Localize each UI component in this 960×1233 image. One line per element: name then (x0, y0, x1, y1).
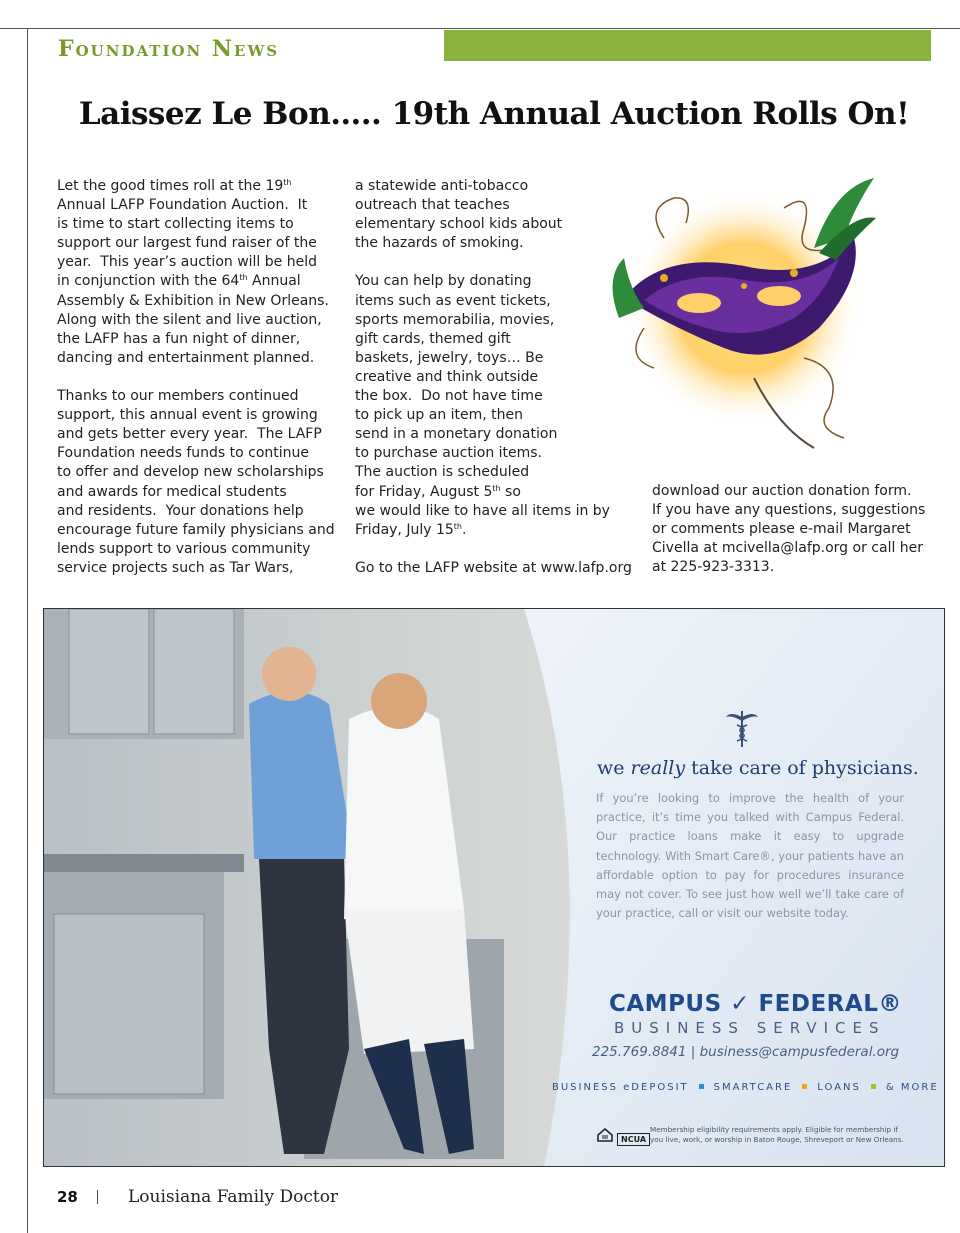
ad-services-list (552, 1082, 939, 1093)
article-line (57, 406, 335, 425)
ordinal-suffix: th (453, 521, 462, 531)
ordinal-suffix: th (283, 178, 292, 187)
article-line (355, 368, 632, 387)
line-text: service projects such as Tar Wars, (57, 559, 294, 576)
line-text: creative and think outside (355, 368, 539, 385)
line-text: Let the good times roll at the 19 (57, 178, 284, 194)
line-text: the LAFP has a fun night of dinner, (57, 330, 301, 347)
line-text: year. This year’s auction will be held (57, 254, 317, 271)
ad-body-text: If you’re looking to improve the health of your practice, it’s time you talked with Campus Federal. Our practice loans make it easy to upgrade technology. With Smart Care®, your patients have an affordable option to pay for procedures insurance may not cover. To see just how well we’ll take care of your practice, call or visit our website today. (596, 791, 904, 921)
line-text: we would like to have all items in by (355, 502, 610, 519)
article-line (57, 559, 335, 578)
line-text: is time to start collecting items to (57, 216, 294, 233)
line-text (355, 254, 359, 270)
service-smartcare: SMARTCARE (713, 1082, 793, 1093)
article-line (652, 501, 925, 520)
line-text: Assembly & Exhibition in New Orleans. (57, 292, 329, 309)
article-line (57, 368, 335, 387)
article-line (355, 406, 632, 425)
service-loans: LOANS (817, 1082, 861, 1093)
line-text: Foundation needs funds to continue (57, 445, 310, 462)
campus-federal-logo: CAMPUS ✓ FEDERAL® (609, 991, 902, 1017)
article-line (355, 272, 632, 291)
line-text: encourage future family physicians and (57, 521, 335, 538)
line-text: support our largest fund raiser of the (57, 235, 317, 252)
article-headline: Laissez Le Bon….. 19th Annual Auction Rolls On! (78, 96, 910, 132)
article-line (57, 463, 335, 482)
line-text: a statewide anti-tobacco (355, 178, 529, 194)
ad-tagline: we really take care of physicians. (597, 757, 919, 779)
article-line (57, 425, 335, 444)
article-line (355, 349, 632, 368)
line-text: sports memorabilia, movies, (355, 311, 555, 328)
line-text-tail: Annual (247, 273, 301, 290)
ad-contact-line[interactable]: 225.769.8841 | business@campusfederal.org (592, 1044, 900, 1060)
article-line (355, 253, 632, 272)
ordinal-suffix: th (492, 483, 501, 493)
article-line (355, 425, 632, 444)
line-text: the box. Do not have time (355, 388, 543, 405)
header-accent-bar (444, 30, 931, 61)
line-text: to offer and develop new scholarships (57, 464, 324, 481)
line-text: to pick up an item, then (355, 407, 524, 424)
article-line (355, 311, 632, 330)
separator-dot (802, 1084, 807, 1089)
article-line (57, 311, 335, 330)
article-line (57, 444, 335, 463)
service-business-edeposit: BUSINESS eDEPOSIT (552, 1082, 689, 1093)
magazine-title: Louisiana Family Doctor (128, 1187, 339, 1207)
article-line (57, 177, 335, 196)
article-line (57, 272, 335, 291)
line-text (57, 369, 61, 385)
article-line (57, 253, 335, 272)
footer-separator (97, 1190, 98, 1204)
line-text: baskets, jewelry, toys… Be (355, 349, 544, 366)
article-line (355, 177, 632, 196)
article-line (57, 196, 335, 215)
line-text: Friday, July 15 (355, 521, 454, 538)
article-line (355, 540, 632, 559)
line-text: gift cards, themed gift (355, 330, 511, 347)
article-line (652, 482, 925, 501)
line-text: and residents. Your donations help (57, 502, 304, 519)
article-line (57, 540, 335, 559)
section-header: Foundation News (58, 36, 280, 62)
ad-fine-print: Membership eligibility requirements apply. Eligible for membership if you live, work, or worship in Baton Rouge, Shreveport or New Orleans. (650, 1125, 904, 1144)
article-line (355, 502, 632, 521)
ncua-badge (597, 1128, 650, 1146)
campus-federal-advertisement[interactable] (43, 608, 945, 1167)
article-line (57, 349, 335, 368)
line-text: lends support to various community (57, 540, 311, 557)
article-line (355, 483, 632, 502)
article-line (57, 215, 335, 234)
article-line (355, 330, 632, 349)
line-text: dancing and entertainment planned. (57, 349, 315, 366)
article-line (355, 196, 632, 215)
line-text: support, this annual event is growing (57, 407, 318, 424)
line-text: Thanks to our members continued (57, 388, 299, 405)
line-text-tail: . (462, 521, 467, 538)
line-text: Along with the silent and live auction, (57, 311, 322, 328)
line-text: in conjunction with the 64 (57, 273, 240, 290)
article-line (57, 483, 335, 502)
article-column-2 (355, 177, 632, 578)
article-line (355, 292, 632, 311)
article-line (355, 215, 632, 234)
mardi-gras-mask-icon (604, 168, 876, 464)
line-text: or comments please e-mail Margaret (652, 521, 911, 538)
article-line (355, 234, 632, 253)
business-services-wordmark: BUSINESS SERVICES (614, 1019, 886, 1037)
line-text: and awards for medical students (57, 483, 287, 500)
article-line (57, 330, 335, 349)
article-line (57, 387, 335, 406)
line-text: You can help by donating (355, 273, 532, 290)
article-line (57, 521, 335, 540)
line-text: items such as event tickets, (355, 292, 551, 309)
article-column-1 (57, 177, 335, 578)
line-text: If you have any questions, suggestions (652, 502, 926, 519)
caduceus-icon (724, 709, 760, 749)
line-text: for Friday, August 5 (355, 483, 493, 500)
article-column-3 (652, 482, 925, 577)
page-number: 28 (57, 1188, 78, 1206)
article-line (652, 520, 925, 539)
line-text-tail: so (500, 483, 521, 500)
line-text: outreach that teaches (355, 197, 510, 214)
line-text: at 225-923-3313. (652, 559, 775, 576)
article-line (355, 463, 632, 482)
top-rule (0, 28, 960, 29)
article-line (355, 387, 632, 406)
line-text: Go to the LAFP website at www.lafp.org (355, 559, 632, 576)
line-text: Annual LAFP Foundation Auction. It (57, 197, 308, 214)
line-text (355, 541, 359, 557)
ncua-label: NCUA (617, 1133, 650, 1146)
line-text: to purchase auction items. (355, 445, 543, 462)
article-line (355, 521, 632, 540)
service-more: & MORE (885, 1082, 939, 1093)
line-text: the hazards of smoking. (355, 235, 524, 252)
line-text: The auction is scheduled (355, 464, 530, 481)
separator-dot (699, 1084, 704, 1089)
article-line (355, 559, 632, 578)
line-text: and gets better every year. The LAFP (57, 426, 322, 443)
line-text: send in a monetary donation (355, 426, 558, 443)
article-line (355, 444, 632, 463)
line-text: Civella at mcivella@lafp.org or call her (652, 540, 924, 557)
line-text: elementary school kids about (355, 216, 563, 233)
article-line (652, 558, 925, 577)
equal-housing-icon (597, 1128, 613, 1142)
separator-dot (871, 1084, 876, 1089)
left-rule (27, 28, 28, 1233)
article-line (57, 292, 335, 311)
article-line (57, 234, 335, 253)
ordinal-suffix: th (239, 273, 248, 283)
line-text: download our auction donation form. (652, 483, 912, 499)
article-line (652, 539, 925, 558)
article-line (57, 502, 335, 521)
